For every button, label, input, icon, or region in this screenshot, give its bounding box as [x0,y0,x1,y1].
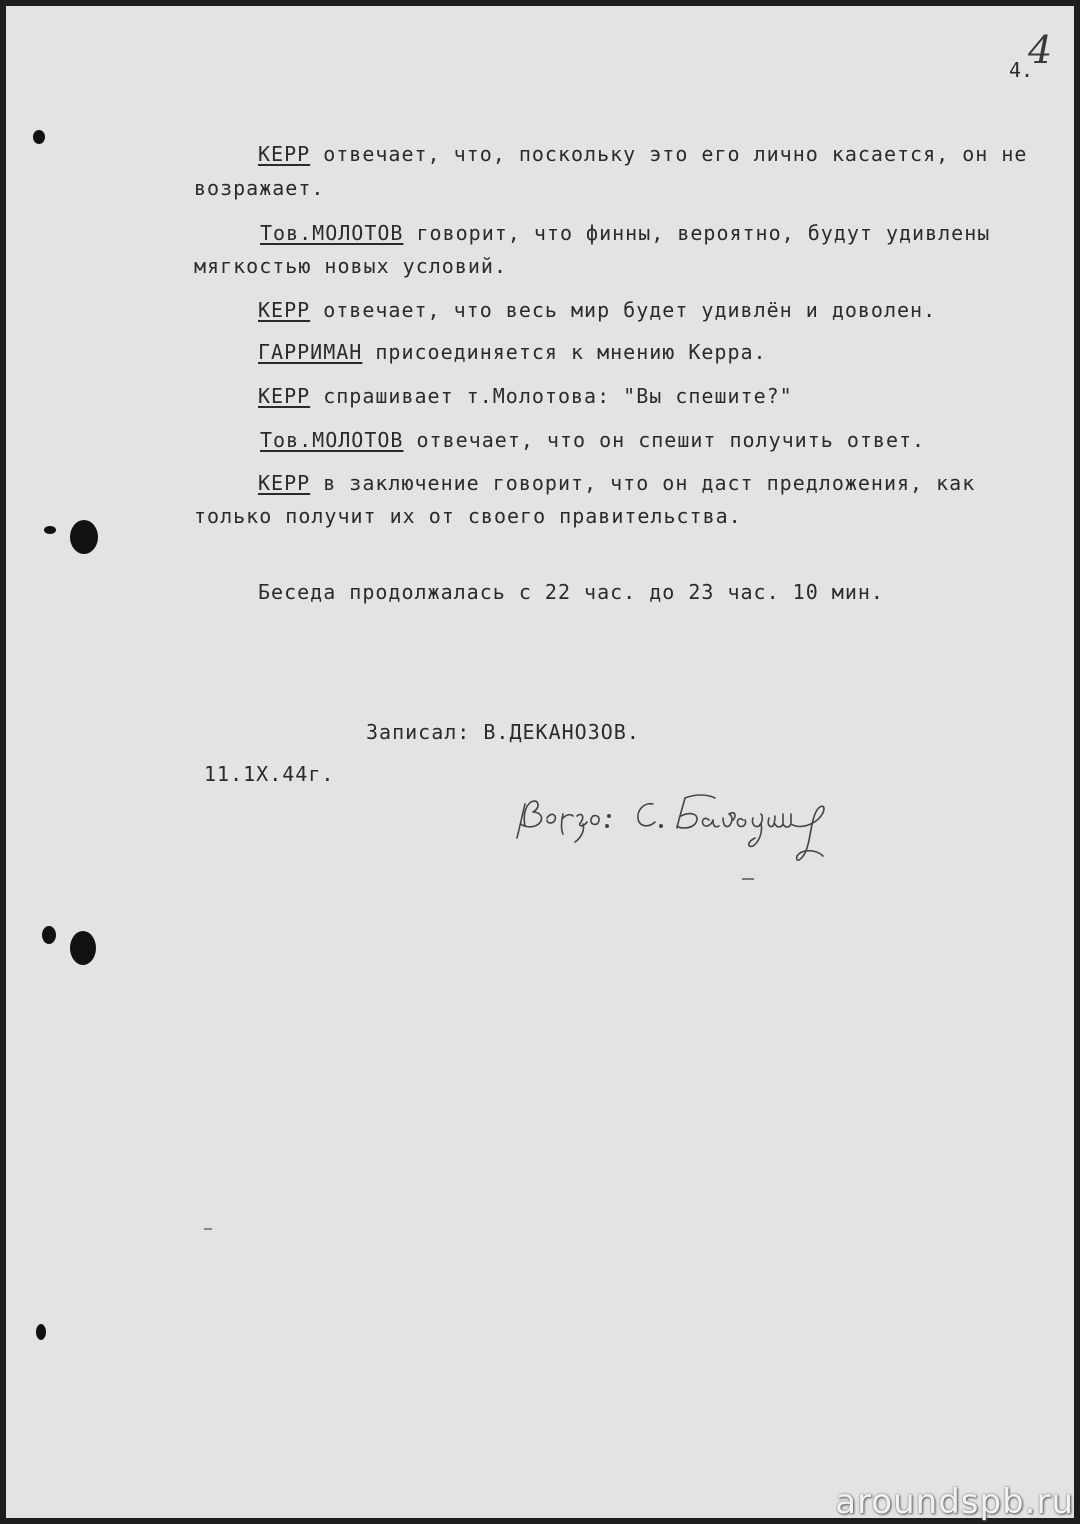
dialogue-text: присоединяется к мнению Керра. [362,340,767,364]
dialogue-line-7 [258,473,975,493]
page-number-handwritten: 4 [1028,28,1053,72]
binding-hole-4 [42,926,56,944]
binding-hole-2 [44,526,56,534]
dialogue-line-3 [258,300,936,320]
dialogue-text: отвечает, что весь мир будет удивлён и доволен. [310,298,937,322]
conversation-duration: Беседа продолжалась с 22 час. до 23 час. 10 мин. [258,580,884,604]
speaker-name: КЕРР [258,471,311,495]
dialogue-line-2-cont: мягкостью новых условий. [194,254,507,278]
binding-hole-6 [36,1324,46,1340]
dialogue-line-5 [258,386,793,406]
document-page [6,6,1074,1518]
handwritten-signature [511,776,841,896]
dialogue-line-7-cont: только получит их от своего правительства. [194,504,742,528]
dialogue-line-1 [258,144,1027,164]
binding-hole-3 [70,520,98,554]
paper-mark [204,1228,212,1230]
speaker-name: Тов.МОЛОТОВ [260,428,404,452]
speaker-name: КЕРР [258,384,311,408]
page-number: 4. [1009,58,1034,82]
dialogue-text: отвечает, что он спешит получить ответ. [403,428,926,452]
speaker-name: КЕРР [258,298,311,322]
binding-hole-5 [70,931,96,965]
document-date: 11.1Х.44г. [204,762,335,786]
speaker-name: ГАРРИМАН [258,340,363,364]
dialogue-text: спрашивает т.Молотова: "Вы спешите?" [310,384,793,408]
dialogue-text: в заключение говорит, что он даст предложения, как [310,471,976,495]
binding-hole-1 [33,130,45,144]
recorded-by: Записал: В.ДЕКАНОЗОВ. [366,720,640,744]
watermark: aroundspb.ru [835,1482,1074,1522]
dialogue-line-4 [258,342,767,362]
dialogue-line-1-cont: возражает. [194,176,325,200]
speaker-name: Тов.МОЛОТОВ [260,221,404,245]
dialogue-line-2 [260,223,990,243]
dialogue-line-6 [260,430,925,450]
paper-mark [742,878,754,880]
dialogue-text: говорит, что финны, вероятно, будут удивлены [403,221,991,245]
dialogue-text: отвечает, что, поскольку это его лично касается, он не [310,142,1028,166]
speaker-name: КЕРР [258,142,311,166]
